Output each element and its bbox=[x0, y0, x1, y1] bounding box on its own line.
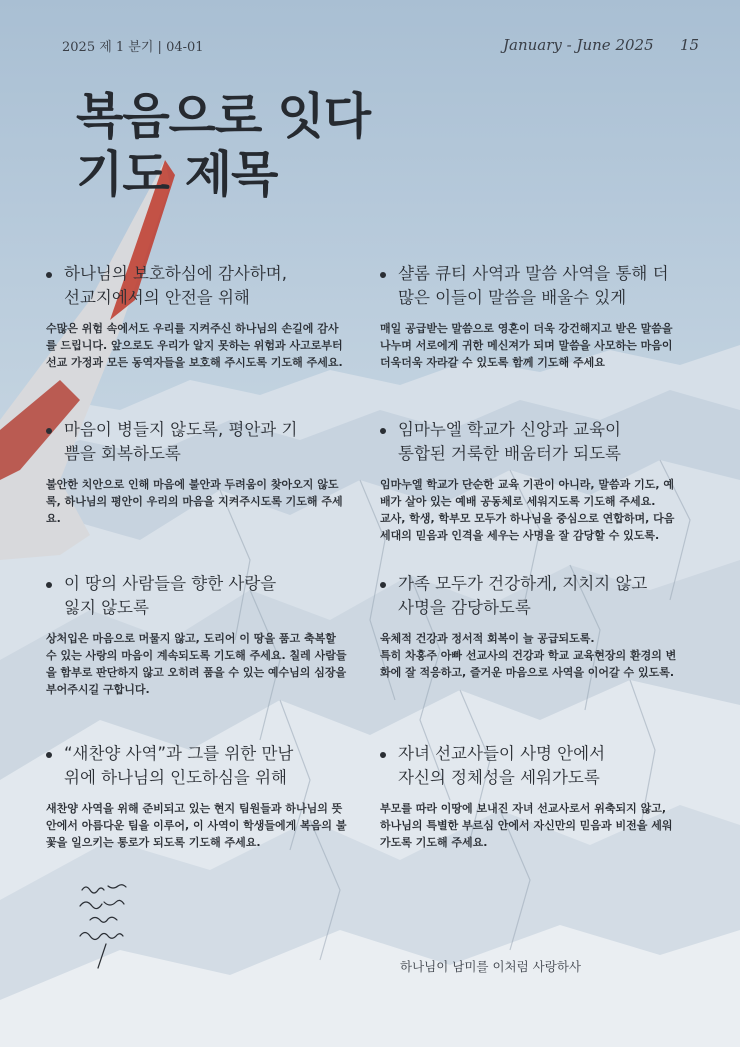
bullet-icon bbox=[380, 582, 386, 588]
prayer-item bbox=[380, 262, 698, 371]
prayer-item bbox=[46, 572, 364, 698]
prayer-item bbox=[380, 572, 698, 681]
prayer-heading: 임마누엘 학교가 신앙과 교육이 통합된 거룩한 배움터가 되도록 bbox=[380, 418, 698, 466]
prayer-body: 불안한 치안으로 인해 마음에 불안과 두려움이 찾아오지 않도 록, 하나님의 평안이 우리의 마음을 지켜주시도록 기도해 주세 요. bbox=[46, 478, 343, 525]
handwritten-signature bbox=[76, 880, 136, 970]
footer-caption: 하나님이 남미를 이처럼 사랑하사 bbox=[400, 959, 581, 974]
bullet-icon bbox=[46, 582, 52, 588]
prayer-item bbox=[46, 262, 364, 371]
title-line-1: 복음으로 잇다 bbox=[76, 88, 371, 145]
prayer-item bbox=[46, 742, 364, 851]
prayer-heading: 가족 모두가 건강하게, 지치지 않고 사명을 감당하도록 bbox=[380, 572, 698, 620]
prayer-item bbox=[380, 418, 698, 544]
bullet-icon bbox=[380, 272, 386, 278]
prayer-heading: 이 땅의 사람들을 향한 사랑을 잃지 않도록 bbox=[46, 572, 364, 620]
title-line-2: 기도 제목 bbox=[76, 146, 278, 203]
prayer-heading: “새찬양 사역”과 그를 위한 만남 위에 하나님의 인도하심을 위해 bbox=[46, 742, 364, 790]
issue-label: 2025 제 1 분기 | 04-01 bbox=[62, 40, 204, 55]
prayer-body: 상처입은 마음으로 머물지 않고, 도리어 이 땅을 품고 축복할 수 있는 사랑의 마음이 계속되도록 기도해 주세요. 칠레 사람들 을 함부로 판단하지 않고 오히려 품을 수 있는 예수님의 심장을 부어주시길 구합니다. bbox=[46, 632, 347, 696]
prayer-body: 새찬양 사역을 위해 준비되고 있는 현지 팀원들과 하나님의 뜻 안에서 아름다운 팀을 이루어, 이 사역이 학생들에게 복음의 불 꽃을 일으키는 통로가 되도록 기도해 주세요. bbox=[46, 802, 347, 849]
prayer-body: 부모를 따라 이땅에 보내진 자녀 선교사로서 위축되지 않고, 하나님의 특별한 부르심 안에서 자신만의 믿음과 비전을 세워 가도록 기도해 주세요. bbox=[380, 802, 673, 849]
page-title bbox=[76, 88, 370, 204]
page-number: 15 bbox=[680, 36, 700, 54]
prayer-body: 매일 공급받는 말씀으로 영혼이 더욱 강건해지고 받은 말씀을 나누며 서로에게 귀한 메신져가 되며 말씀을 사모하는 마음이 더욱더욱 자라갈 수 있도록 함께 기도해 주세요 bbox=[380, 322, 673, 369]
prayer-item bbox=[46, 418, 364, 527]
prayer-heading: 하나님의 보호하심에 감사하며, 선교지에서의 안전을 위해 bbox=[46, 262, 364, 310]
bullet-icon bbox=[46, 428, 52, 434]
prayer-body: 임마누엘 학교가 단순한 교육 기관이 아니라, 말씀과 기도, 예 배가 살아 있는 예배 공동체로 세워지도록 기도해 주세요. 교사, 학생, 학부모 모두가 하나님을 중심으로 연합하며, 다음 세대의 믿음과 인격을 세우는 사명을 잘 감당할 수 있도록. bbox=[380, 478, 675, 542]
prayer-body: 육체적 건강과 정서적 회복이 늘 공급되도록. 특히 차홍주 아빠 선교사의 건강과 학교 교육현장의 환경의 변 화에 잘 적응하고, 즐거운 마음으로 사역을 이어갈 수 있도록. bbox=[380, 632, 677, 679]
prayer-heading: 마음이 병들지 않도록, 평안과 기 쁨을 회복하도록 bbox=[46, 418, 364, 466]
bullet-icon bbox=[380, 428, 386, 434]
prayer-heading: 샬롬 큐티 사역과 말씀 사역을 통해 더 많은 이들이 말씀을 배울수 있게 bbox=[380, 262, 698, 310]
bullet-icon bbox=[46, 272, 52, 278]
bullet-icon bbox=[46, 752, 52, 758]
bullet-icon bbox=[380, 752, 386, 758]
period-label: January - June 2025 bbox=[503, 36, 654, 54]
prayer-body: 수많은 위험 속에서도 우리를 지켜주신 하나님의 손길에 감사 를 드립니다. 앞으로도 우리가 알지 못하는 위험과 사고로부터 선교 가정과 모든 동역자들을 보호해 주시도록 기도해 주세요. bbox=[46, 322, 343, 369]
prayer-heading: 자녀 선교사들이 사명 안에서 자신의 정체성을 세워가도록 bbox=[380, 742, 698, 790]
prayer-item bbox=[380, 742, 698, 851]
